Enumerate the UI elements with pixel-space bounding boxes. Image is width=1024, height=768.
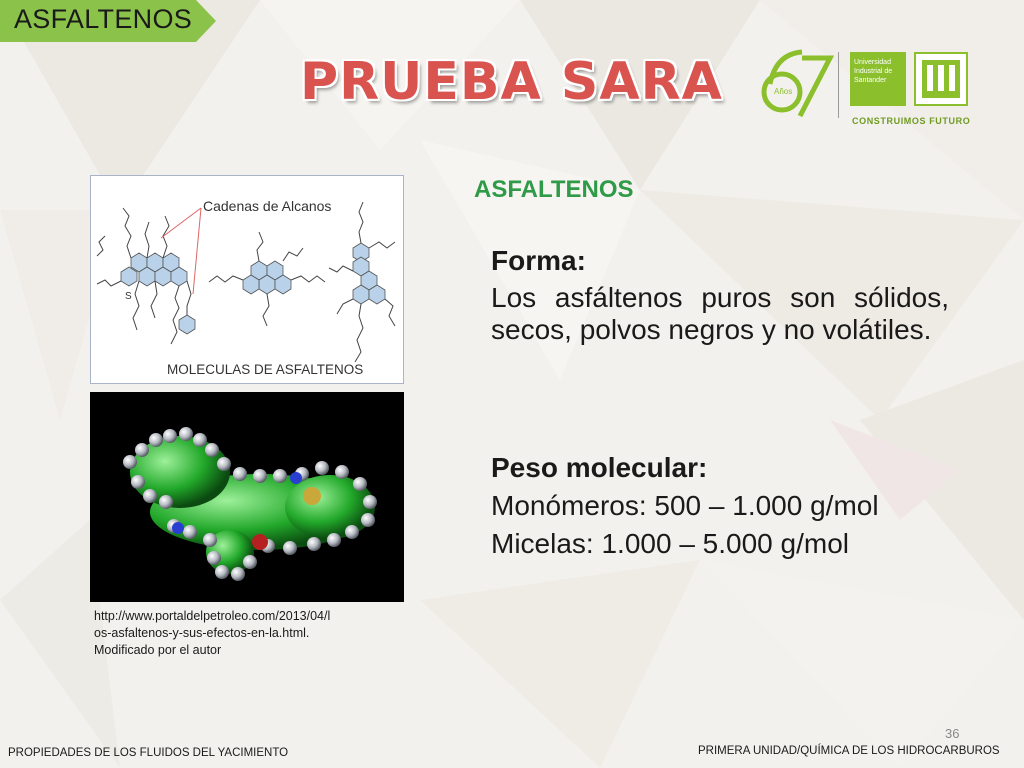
space-filling-model-icon [90, 392, 404, 602]
asphaltene-molecules-caption: MOLECULAS DE ASFALTENOS [167, 362, 364, 377]
anniversary-logo-icon [756, 44, 836, 124]
logo-tagline: CONSTRUIMOS FUTURO [852, 116, 971, 126]
anniversary-word: Años [774, 87, 793, 96]
source-credit-line: Modificado por el autor [94, 643, 222, 657]
university-logo [756, 44, 976, 132]
image-source-citation [94, 608, 404, 659]
asphaltene-3d-model-image [90, 392, 404, 602]
page-title: PRUEBA SARA [300, 52, 723, 112]
alkane-chains-caption: Cadenas de Alcanos [203, 198, 332, 214]
footer-course-title: PROPIEDADES DE LOS FLUIDOS DEL YACIMIENTO [8, 747, 289, 759]
logo-separator [838, 52, 839, 118]
forma-label: Forma: [491, 245, 586, 276]
section-heading: ASFALTENOS [474, 176, 634, 203]
asphaltene-molecules-figure [90, 175, 404, 384]
university-line-2: Industrial de [854, 68, 893, 75]
section-tag: ASFALTENOS [14, 4, 193, 34]
source-url-line-2: os-asfaltenos-y-sus-efectos-en-la.html. [94, 626, 310, 640]
footer-unit-title: PRIMERA UNIDAD/QUÍMICA DE LOS HIDROCARBUROS [698, 745, 1000, 757]
university-name-box [850, 52, 906, 106]
uis-emblem-icon [914, 52, 968, 106]
page-number: 36 [945, 726, 960, 741]
forma-description: Los asfáltenos puros son sólidos, secos, polvos negros y no volátiles. [491, 282, 949, 345]
sulfur-atom-label: S [125, 291, 132, 302]
micelas-value: Micelas: 1.000 – 5.000 g/mol [491, 528, 849, 559]
university-line-1: Universidad [854, 59, 891, 66]
university-line-3: Santander [854, 77, 887, 84]
monomeros-value: Monómeros: 500 – 1.000 g/mol [491, 490, 879, 521]
peso-molecular-label: Peso molecular: [491, 452, 708, 483]
source-url-line-1: http://www.portaldelpetroleo.com/2013/04/l [94, 609, 331, 623]
